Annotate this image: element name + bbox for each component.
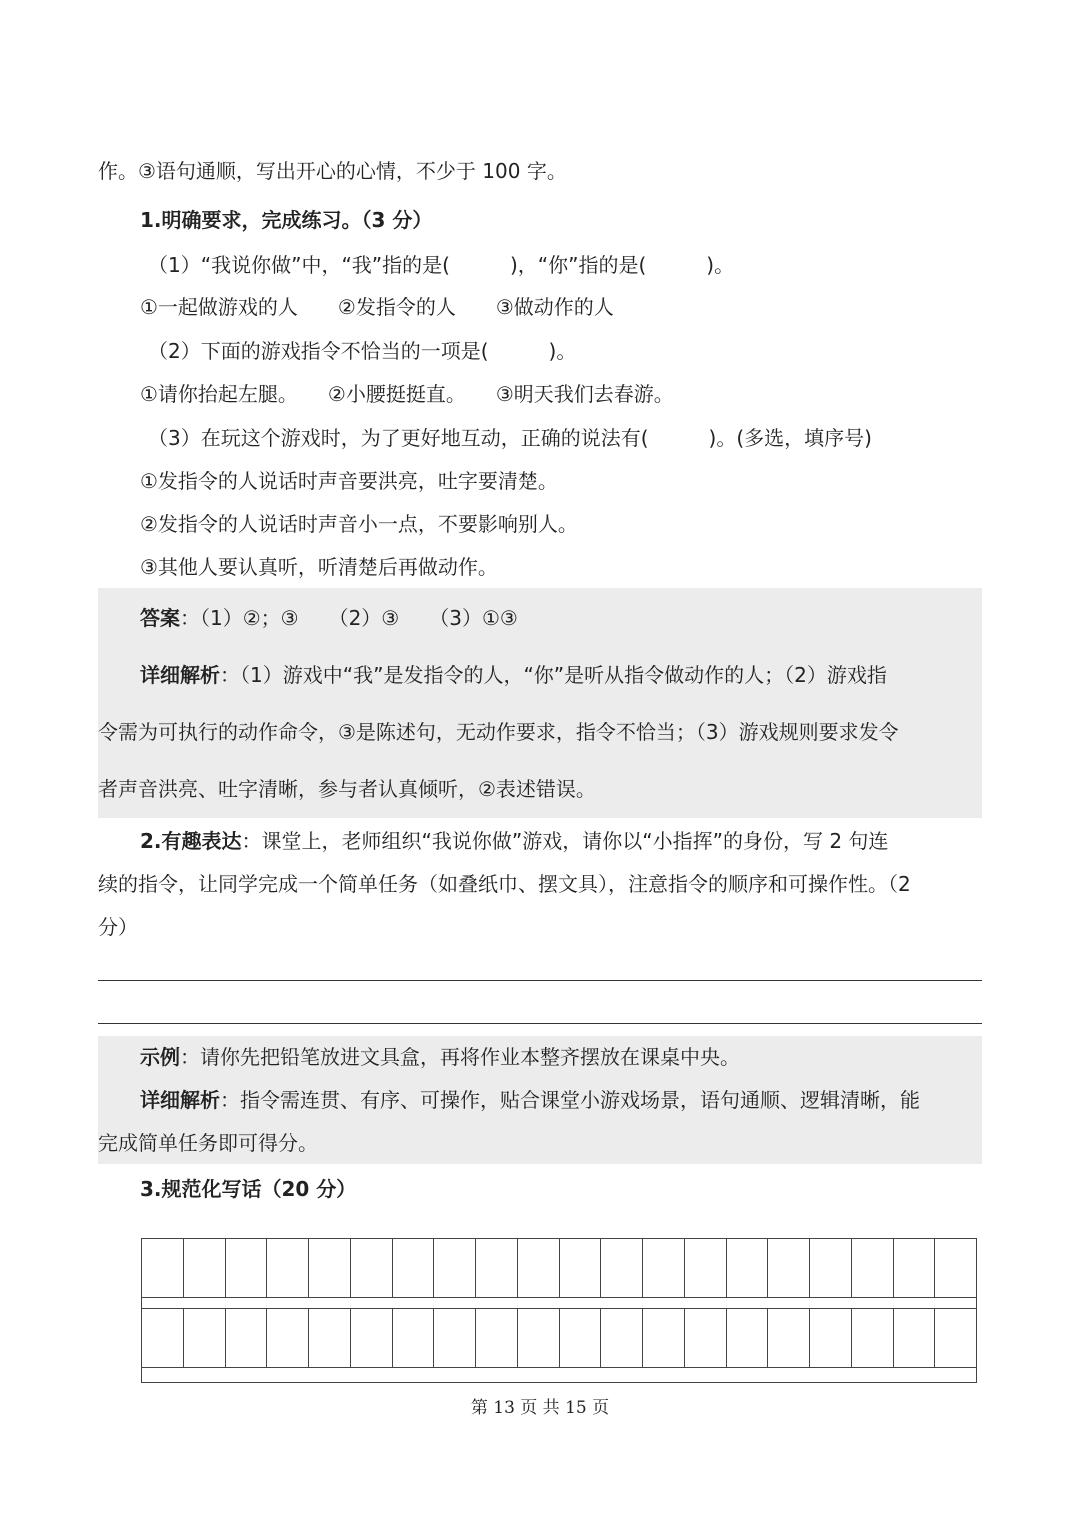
answer-text: ：（1）②；③ （2）③ （3）①③ [180,606,518,630]
page-number: 第 13 页 共 15 页 [470,1398,610,1418]
question-2-line-3: 分） [98,915,138,939]
example-text: ：请你先把铅笔放进文具盒，再将作业本整齐摆放在课桌中央。 [180,1045,740,1069]
grid-cell[interactable] [810,1239,852,1298]
grid-cell[interactable] [935,1239,977,1298]
q2-analysis-line-1 [140,1085,982,1115]
grid-cell[interactable] [142,1239,184,1298]
grid-cell[interactable] [559,1239,601,1298]
q2-analysis-label: 详细解析 [140,1088,220,1112]
question-1-part-1-options: ①一起做游戏的人 ②发指令的人 ③做动作的人 [140,295,614,319]
grid-cell[interactable] [643,1239,685,1298]
question-1-part-2-options: ①请你抬起左腿。 ②小腰挺挺直。 ③明天我们去春游。 [140,382,674,406]
grid-cell[interactable] [267,1309,309,1368]
grid-cell[interactable] [768,1309,810,1368]
grid-cell[interactable] [684,1309,726,1368]
question-3-title: 3.规范化写话（20 分） [140,1177,357,1201]
grid-cell[interactable] [893,1239,935,1298]
analysis-line-1 [140,660,982,690]
grid-cell[interactable] [768,1239,810,1298]
question-2-line-2: 续的指令，让同学完成一个简单任务（如叠纸巾、摆文具），注意指令的顺序和可操作性。（2 [98,872,911,896]
q2-analysis-text: ：指令需连贯、有序、可操作，贴合课堂小游戏场景，语句通顺、逻辑清晰，能 [220,1088,920,1112]
grid-cell[interactable] [183,1239,225,1298]
answer-line [140,603,982,633]
writing-grid-row [141,1308,977,1368]
grid-cell[interactable] [225,1239,267,1298]
grid-gap [141,1368,977,1383]
grid-gap [141,1298,977,1308]
grid-cell[interactable] [434,1239,476,1298]
grid-cell[interactable] [392,1309,434,1368]
question-1-part-3-option-1: ①发指令的人说话时声音要洪亮，吐字要清楚。 [140,469,558,493]
grid-cell[interactable] [726,1239,768,1298]
grid-cell[interactable] [434,1309,476,1368]
answer-label: 答案 [140,606,180,630]
analysis-line-2: 令需为可执行的动作命令，③是陈述句，无动作要求，指令不恰当；（3）游戏规则要求发令 [98,720,899,744]
grid-cell[interactable] [726,1309,768,1368]
question-1-part-3-option-3: ③其他人要认真听，听清楚后再做动作。 [140,555,498,579]
grid-cell[interactable] [350,1309,392,1368]
text-line: 作。③语句通顺，写出开心的心情，不少于 100 字。 [98,159,567,183]
question-1-title: 1.明确要求，完成练习。（3 分） [140,208,433,232]
question-1-part-3-option-2: ②发指令的人说话时声音小一点，不要影响别人。 [140,512,578,536]
grid-cell[interactable] [893,1309,935,1368]
grid-cell[interactable] [225,1309,267,1368]
grid-cell[interactable] [517,1309,559,1368]
question-1-part-1: （1）“我说你做”中，“我”指的是( )，“你”指的是( )。 [148,253,735,277]
grid-cell[interactable] [935,1309,977,1368]
grid-cell[interactable] [643,1309,685,1368]
grid-cell[interactable] [142,1309,184,1368]
question-2-label: 2.有趣表达 [140,829,242,853]
writing-grid-row [141,1238,977,1298]
analysis-line-3: 者声音洪亮、吐字清晰，参与者认真倾听，②表述错误。 [98,777,596,801]
question-2-text: ：课堂上，老师组织“我说你做”游戏，请你以“小指挥”的身份，写 2 句连 [241,829,889,853]
answer-line-2[interactable] [98,1023,982,1024]
grid-cell[interactable] [684,1239,726,1298]
grid-cell[interactable] [267,1239,309,1298]
example-line [140,1042,982,1072]
grid-cell[interactable] [559,1309,601,1368]
grid-cell[interactable] [851,1309,893,1368]
grid-cell[interactable] [309,1239,351,1298]
q2-analysis-line-2: 完成简单任务即可得分。 [98,1131,318,1155]
grid-cell[interactable] [392,1239,434,1298]
example-label: 示例 [140,1045,180,1069]
grid-cell[interactable] [517,1239,559,1298]
grid-cell[interactable] [476,1239,518,1298]
analysis-label: 详细解析 [140,663,220,687]
question-2-line-1 [140,826,982,856]
grid-cell[interactable] [476,1309,518,1368]
grid-cell[interactable] [601,1309,643,1368]
grid-cell[interactable] [601,1239,643,1298]
grid-cell[interactable] [851,1239,893,1298]
answer-line-1[interactable] [98,980,982,981]
grid-cell[interactable] [810,1309,852,1368]
grid-cell[interactable] [183,1309,225,1368]
grid-cell[interactable] [350,1239,392,1298]
analysis-text: ：（1）游戏中“我”是发指令的人，“你”是听从指令做动作的人；（2）游戏指 [220,663,887,687]
question-1-part-2: （2）下面的游戏指令不恰当的一项是( )。 [148,339,577,363]
question-1-part-3: （3）在玩这个游戏时，为了更好地互动，正确的说法有( )。(多选，填序号) [148,426,872,450]
grid-cell[interactable] [309,1309,351,1368]
